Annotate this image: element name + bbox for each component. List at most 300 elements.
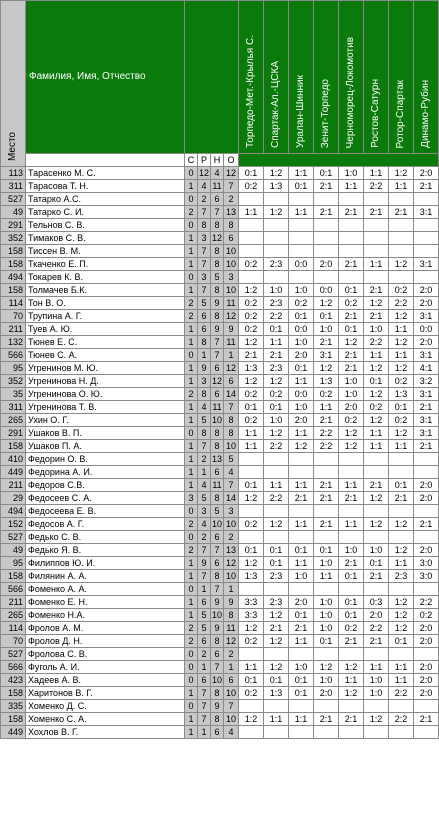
prediction-cell: 2:3 [389, 570, 414, 583]
table-row [1, 622, 439, 635]
prediction-cell: 0:1 [264, 401, 289, 414]
stat-o-cell: 12 [224, 167, 239, 180]
place-cell: 311 [1, 180, 26, 193]
prediction-cell: 0:1 [239, 401, 264, 414]
stat-o-cell: 10 [224, 518, 239, 531]
prediction-cell [364, 466, 389, 479]
subheader-n: Н [211, 154, 224, 167]
table-row [1, 726, 439, 739]
prediction-cell: 1:0 [364, 674, 389, 687]
prediction-cell [314, 453, 339, 466]
header-empty [185, 1, 239, 154]
prediction-cell: 1:2 [264, 375, 289, 388]
stat-n-cell: 7 [211, 583, 224, 596]
prediction-cell: 2:0 [414, 479, 439, 492]
prediction-cell: 2:1 [339, 310, 364, 323]
header-game-6 [364, 1, 389, 154]
prediction-cell [339, 531, 364, 544]
prediction-cell [289, 193, 314, 206]
stat-n-cell: 9 [211, 622, 224, 635]
stat-o-cell: 6 [224, 375, 239, 388]
prediction-cell: 2:1 [314, 336, 339, 349]
prediction-cell: 2:1 [339, 362, 364, 375]
name-cell: Фоменко А. А. [26, 583, 185, 596]
prediction-cell: 2:1 [414, 518, 439, 531]
prediction-cell [314, 700, 339, 713]
stat-o-cell: 9 [224, 596, 239, 609]
prediction-cell: 1:2 [389, 609, 414, 622]
stat-r-cell: 7 [198, 258, 211, 271]
prediction-cell [239, 219, 264, 232]
prediction-cell: 1:2 [389, 167, 414, 180]
prediction-cell [364, 193, 389, 206]
table-row [1, 700, 439, 713]
prediction-cell: 3:3 [239, 596, 264, 609]
prediction-cell: 2:2 [264, 310, 289, 323]
table-row [1, 388, 439, 401]
stat-c-cell: 1 [185, 479, 198, 492]
prediction-cell: 1:2 [289, 440, 314, 453]
stat-c-cell: 1 [185, 258, 198, 271]
game-label: Ростов-Сатурн [370, 79, 381, 148]
prediction-cell: 0:2 [314, 388, 339, 401]
prediction-cell: 1:1 [389, 674, 414, 687]
prediction-cell: 1:1 [264, 336, 289, 349]
prediction-cell: 1:2 [339, 440, 364, 453]
prediction-cell [339, 726, 364, 739]
header-game-7 [389, 1, 414, 154]
prediction-cell: 1:2 [264, 609, 289, 622]
stat-n-cell: 8 [211, 635, 224, 648]
prediction-cell: 1:1 [289, 557, 314, 570]
prediction-cell: 1:2 [264, 167, 289, 180]
prediction-cell [364, 232, 389, 245]
prediction-cell: 0:1 [389, 479, 414, 492]
stat-n-cell: 6 [211, 531, 224, 544]
prediction-cell: 2:1 [314, 206, 339, 219]
prediction-cell [364, 219, 389, 232]
place-cell: 566 [1, 661, 26, 674]
prediction-cell: 3:1 [414, 258, 439, 271]
prediction-cell [364, 583, 389, 596]
prediction-cell [389, 466, 414, 479]
prediction-cell: 0:2 [239, 414, 264, 427]
prediction-cell: 0:3 [364, 596, 389, 609]
table-row [1, 674, 439, 687]
prediction-cell [239, 232, 264, 245]
prediction-cell: 1:2 [239, 713, 264, 726]
stat-c-cell: 1 [185, 453, 198, 466]
prediction-cell [264, 700, 289, 713]
prediction-cell: 2:2 [389, 687, 414, 700]
prediction-cell [314, 648, 339, 661]
place-cell: 113 [1, 167, 26, 180]
name-cell: Федько С. В. [26, 531, 185, 544]
prediction-cell: 0:2 [239, 297, 264, 310]
prediction-cell: 1:1 [314, 401, 339, 414]
table-row [1, 505, 439, 518]
stat-n-cell: 12 [211, 233, 222, 243]
prediction-cell: 1:2 [389, 362, 414, 375]
place-cell: 70 [1, 635, 26, 648]
place-cell: 70 [1, 310, 26, 323]
name-cell: Фоменко Н.А. [26, 609, 185, 622]
prediction-cell: 1:2 [239, 557, 264, 570]
game-label: Ротор-Спартак [395, 79, 406, 148]
header-game-5 [339, 1, 364, 154]
stat-o-cell: 10 [224, 440, 239, 453]
prediction-cell: 2:0 [414, 336, 439, 349]
stat-n-cell: 7 [211, 544, 224, 557]
stat-c-cell: 1 [185, 713, 198, 726]
place-cell: 494 [1, 271, 26, 284]
place-cell: 49 [1, 206, 26, 219]
prediction-cell [389, 193, 414, 206]
header-game-8 [414, 1, 439, 154]
name-cell: Хадеев А. В. [26, 674, 185, 687]
stat-o-cell: 4 [224, 466, 239, 479]
subheader-blank [26, 154, 185, 167]
prediction-cell: 0:1 [239, 674, 264, 687]
header-name-label: Фамилия, Имя, Отчество [29, 71, 146, 82]
place-cell: 95 [1, 362, 26, 375]
stat-o-cell: 11 [224, 297, 239, 310]
prediction-cell: 2:1 [314, 713, 339, 726]
place-cell: 566 [1, 349, 26, 362]
prediction-cell: 1:1 [289, 479, 314, 492]
prediction-cell: 2:0 [414, 635, 439, 648]
prediction-cell: 0:2 [289, 297, 314, 310]
prediction-cell [239, 453, 264, 466]
stat-c-cell: 2 [185, 635, 198, 648]
table-row [1, 193, 439, 206]
prediction-cell: 1:1 [264, 713, 289, 726]
prediction-cell: 2:3 [264, 596, 289, 609]
prediction-cell [414, 271, 439, 284]
table-row [1, 687, 439, 700]
prediction-cell: 2:0 [414, 687, 439, 700]
place-cell: 158 [1, 440, 26, 453]
stat-r-cell: 7 [198, 570, 211, 583]
header-game-2 [264, 1, 289, 154]
prediction-cell: 0:1 [289, 544, 314, 557]
prediction-cell: 0:1 [264, 557, 289, 570]
name-cell: Фролов Д. Н. [26, 635, 185, 648]
prediction-cell: 0:2 [389, 375, 414, 388]
stat-o-cell: 10 [224, 687, 239, 700]
prediction-cell: 2:0 [364, 609, 389, 622]
stat-c-cell: 2 [185, 388, 198, 401]
prediction-cell [339, 505, 364, 518]
stat-n-cell: 8 [211, 310, 224, 323]
stat-c-cell: 1 [185, 687, 198, 700]
prediction-cell: 0:1 [239, 167, 264, 180]
stat-r-cell: 5 [198, 414, 211, 427]
prediction-cell [264, 245, 289, 258]
stat-n-cell: 8 [211, 219, 224, 232]
prediction-cell: 1:0 [289, 401, 314, 414]
stat-n-cell: 8 [211, 427, 224, 440]
prediction-cell: 1:1 [239, 427, 264, 440]
prediction-cell: 1:2 [264, 427, 289, 440]
stat-o-cell: 13 [224, 544, 239, 557]
prediction-cell: 2:0 [414, 284, 439, 297]
prediction-cell [314, 583, 339, 596]
prediction-cell [264, 466, 289, 479]
prediction-cell: 1:1 [339, 180, 364, 193]
name-cell: Фоменко Е. Н. [26, 596, 185, 609]
game-label: Динамо-Рубин [420, 80, 431, 148]
prediction-cell: 2:2 [314, 440, 339, 453]
prediction-cell: 1:1 [339, 479, 364, 492]
table-row [1, 271, 439, 284]
prediction-cell: 1:3 [264, 180, 289, 193]
prediction-cell: 2:0 [339, 401, 364, 414]
prediction-cell: 1:0 [339, 167, 364, 180]
prediction-cell [339, 219, 364, 232]
stat-r-cell: 1 [198, 349, 211, 362]
stat-o-cell: 10 [224, 570, 239, 583]
prediction-cell: 2:2 [389, 713, 414, 726]
prediction-cell: 0:1 [264, 544, 289, 557]
prediction-cell: 1:1 [364, 258, 389, 271]
stat-r-cell: 3 [198, 375, 211, 388]
prediction-cell: 2:3 [264, 297, 289, 310]
subheader-c: С [185, 154, 198, 167]
stat-r-cell: 7 [198, 687, 211, 700]
prediction-cell: 3:0 [414, 570, 439, 583]
prediction-cell: 1:2 [389, 258, 414, 271]
name-cell: Тимаков С. В. [26, 232, 185, 245]
place-cell: 352 [1, 375, 26, 388]
stat-o-cell: 6 [224, 674, 239, 687]
prediction-cell: 0:2 [239, 635, 264, 648]
subheader-row [1, 154, 439, 167]
stat-o-cell: 3 [224, 505, 239, 518]
prediction-cell: 0:2 [239, 258, 264, 271]
stat-r-cell: 6 [198, 635, 211, 648]
stat-r-cell: 1 [198, 726, 211, 739]
prediction-cell: 3:1 [414, 206, 439, 219]
prediction-cell: 1:1 [289, 518, 314, 531]
prediction-cell: 3:3 [239, 609, 264, 622]
prediction-cell [414, 531, 439, 544]
prediction-cell: 1:0 [339, 375, 364, 388]
stat-o-cell: 8 [224, 219, 239, 232]
stat-r-cell: 6 [198, 323, 211, 336]
prediction-cell: 1:0 [339, 388, 364, 401]
table-row [1, 336, 439, 349]
table-row [1, 362, 439, 375]
stat-r-cell: 6 [198, 310, 211, 323]
prediction-cell: 2:0 [414, 661, 439, 674]
prediction-cell: 1:2 [339, 687, 364, 700]
prediction-cell: 1:0 [314, 609, 339, 622]
prediction-cell [239, 648, 264, 661]
stat-r-cell: 4 [198, 180, 211, 193]
prediction-cell: 2:2 [364, 622, 389, 635]
stat-r-cell: 7 [198, 700, 211, 713]
prediction-cell [364, 531, 389, 544]
prediction-cell [414, 726, 439, 739]
prediction-cell: 1:2 [389, 544, 414, 557]
prediction-cell: 0:1 [339, 570, 364, 583]
prediction-cell: 0:2 [239, 388, 264, 401]
subheader-green [239, 154, 439, 167]
prediction-cell: 2:0 [414, 544, 439, 557]
stat-o-cell: 12 [224, 635, 239, 648]
prediction-cell: 1:2 [264, 518, 289, 531]
stat-o-cell: 3 [224, 271, 239, 284]
prediction-cell: 2:0 [314, 687, 339, 700]
prediction-cell: 2:1 [364, 310, 389, 323]
table-row [1, 648, 439, 661]
stat-n-cell: 11 [212, 480, 222, 490]
prediction-cell: 1:1 [239, 440, 264, 453]
stat-n-cell: 7 [211, 336, 224, 349]
name-cell: Ушаков В. П. [26, 427, 185, 440]
prediction-cell [239, 466, 264, 479]
table-row [1, 310, 439, 323]
results-body [1, 167, 439, 739]
table-row [1, 180, 439, 193]
prediction-cell [389, 232, 414, 245]
prediction-cell: 1:1 [239, 206, 264, 219]
name-cell: Туев А. Ю. [26, 323, 185, 336]
name-cell: Фролов А. М. [26, 622, 185, 635]
stat-n-cell: 13 [211, 454, 222, 464]
place-cell: 35 [1, 388, 26, 401]
stat-r-cell: 4 [198, 518, 211, 531]
place-cell: 291 [1, 427, 26, 440]
prediction-cell: 0:1 [289, 180, 314, 193]
table-row [1, 323, 439, 336]
prediction-cell: 1:1 [364, 349, 389, 362]
prediction-cell: 1:0 [364, 687, 389, 700]
prediction-cell: 2:1 [314, 479, 339, 492]
prediction-cell: 1:2 [389, 622, 414, 635]
stat-n-cell: 8 [211, 570, 224, 583]
name-cell: Федосеева Е. В. [26, 505, 185, 518]
prediction-cell [414, 219, 439, 232]
prediction-cell [339, 271, 364, 284]
prediction-cell: 1:1 [389, 557, 414, 570]
prediction-cell [314, 245, 339, 258]
place-cell: 423 [1, 674, 26, 687]
stat-c-cell: 0 [185, 219, 198, 232]
stat-o-cell: 9 [224, 323, 239, 336]
prediction-cell: 2:3 [264, 570, 289, 583]
prediction-cell [389, 531, 414, 544]
stat-o-cell: 7 [224, 700, 239, 713]
prediction-cell: 2:1 [414, 401, 439, 414]
table-row [1, 206, 439, 219]
prediction-cell: 1:1 [239, 661, 264, 674]
prediction-cell: 1:2 [364, 518, 389, 531]
stat-n-cell: 5 [211, 505, 224, 518]
name-cell: Тон В. О. [26, 297, 185, 310]
table-row [1, 661, 439, 674]
name-cell: Фуголь А. И. [26, 661, 185, 674]
prediction-cell: 3:1 [314, 349, 339, 362]
stat-c-cell: 0 [185, 648, 198, 661]
stat-c-cell: 1 [185, 414, 198, 427]
prediction-cell [239, 271, 264, 284]
prediction-cell [264, 232, 289, 245]
stat-o-cell: 10 [224, 713, 239, 726]
stat-r-cell: 5 [198, 492, 211, 505]
name-cell: Федорин О. В. [26, 453, 185, 466]
prediction-cell: 3:1 [414, 427, 439, 440]
stat-r-cell: 2 [198, 648, 211, 661]
stat-n-cell: 8 [211, 440, 224, 453]
prediction-cell [414, 505, 439, 518]
prediction-cell: 1:2 [364, 388, 389, 401]
prediction-cell [339, 245, 364, 258]
prediction-cell: 0:1 [389, 401, 414, 414]
place-cell: 527 [1, 648, 26, 661]
stat-c-cell: 2 [185, 518, 198, 531]
table-row [1, 466, 439, 479]
prediction-cell: 1:2 [339, 427, 364, 440]
prediction-cell: 1:0 [289, 336, 314, 349]
prediction-cell: 1:1 [264, 479, 289, 492]
place-cell: 158 [1, 570, 26, 583]
prediction-cell: 2:1 [339, 713, 364, 726]
game-label: Зенит-Торпедо [320, 78, 331, 148]
place-cell: 291 [1, 219, 26, 232]
prediction-cell: 0:1 [339, 596, 364, 609]
stat-r-cell: 7 [198, 713, 211, 726]
prediction-cell: 2:0 [414, 674, 439, 687]
table-row [1, 609, 439, 622]
stat-n-cell: 6 [211, 466, 224, 479]
prediction-cell: 1:2 [339, 661, 364, 674]
place-cell: 132 [1, 336, 26, 349]
prediction-cell: 2:1 [289, 492, 314, 505]
stat-n-cell: 9 [211, 596, 224, 609]
stat-c-cell: 0 [185, 167, 198, 180]
prediction-cell: 1:0 [264, 284, 289, 297]
place-cell: 152 [1, 518, 26, 531]
prediction-cell: 2:1 [364, 206, 389, 219]
prediction-cell [239, 505, 264, 518]
table-row [1, 713, 439, 726]
stat-c-cell: 0 [185, 674, 198, 687]
stat-r-cell: 3 [198, 271, 211, 284]
prediction-cell [364, 453, 389, 466]
prediction-cell: 4:1 [414, 362, 439, 375]
prediction-cell [414, 466, 439, 479]
prediction-cell [264, 193, 289, 206]
stat-r-cell: 7 [198, 284, 211, 297]
stat-o-cell: 1 [224, 583, 239, 596]
prediction-cell: 2:1 [339, 206, 364, 219]
prediction-cell [339, 193, 364, 206]
prediction-cell: 1:0 [314, 622, 339, 635]
prediction-cell: 0:0 [289, 323, 314, 336]
table-row [1, 375, 439, 388]
stat-c-cell: 1 [185, 375, 198, 388]
prediction-cell: 1:0 [289, 570, 314, 583]
prediction-cell: 2:1 [414, 440, 439, 453]
table-row [1, 479, 439, 492]
stat-o-cell: 7 [224, 401, 239, 414]
prediction-cell: 1:1 [289, 167, 314, 180]
stat-r-cell: 8 [198, 427, 211, 440]
prediction-cell [414, 245, 439, 258]
prediction-cell: 2:1 [314, 518, 339, 531]
